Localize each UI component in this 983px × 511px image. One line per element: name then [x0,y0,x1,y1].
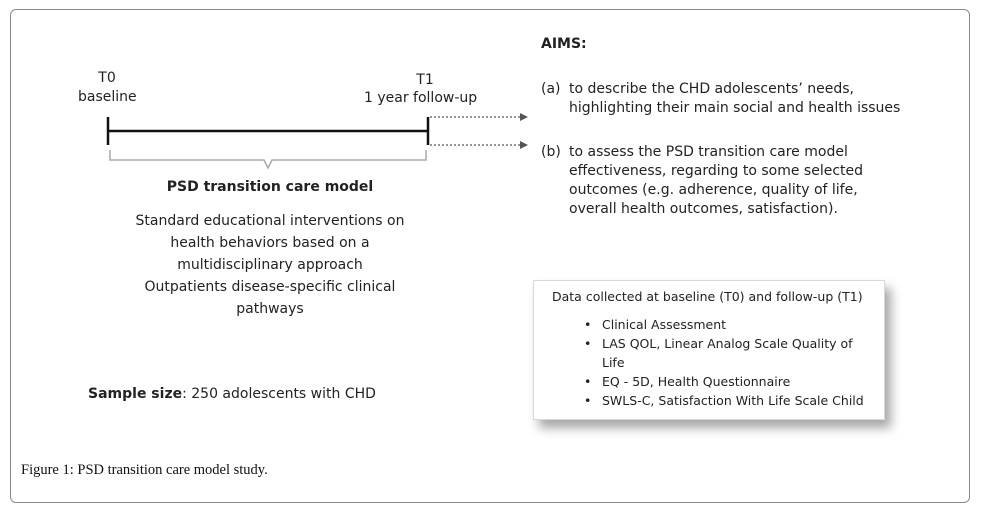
aim-a-text: to describe the CHD adolescents’ needs, highlighting their main social and health issues [569,81,901,116]
aim-a [541,80,901,118]
aim-a-tag: (a) [541,81,561,97]
caption-text: PSD transition care model study. [73,462,268,478]
model-line: multidisciplinary approach [177,257,363,273]
data-box-title: Data collected at baseline (T0) and follow-up (T1) [552,289,863,304]
t1-code: T1 [416,72,434,88]
model-line: health behaviors based on a [170,235,370,251]
model-line: Outpatients disease-specific clinical [144,279,396,295]
sample-size-label: Sample size [88,386,183,402]
aim-b-text: to assess the PSD transition care model effectiveness, regarding to some selected outcomes (e.g. adherence, quality of life, overall health outcomes, satisfaction). [569,144,864,217]
timeline-brace [110,150,426,168]
data-collected-box [533,280,885,420]
list-item: • EQ - 5D, Health Questionnaire [582,372,872,391]
data-list [582,315,872,410]
t0-code: T0 [98,70,116,86]
sample-size [88,386,376,402]
t1-label: 1 year follow-up [364,90,478,106]
aim-b [541,143,901,219]
list-item: • Clinical Assessment [582,315,872,334]
aims-title: AIMS: [541,36,587,52]
caption-label: Figure 1: [21,462,74,478]
arrowhead-b [520,141,528,149]
t0-label: baseline [78,89,137,105]
model-title: PSD transition care model [166,179,374,195]
list-item: • LAS QOL, Linear Analog Scale Quality of Life [582,334,872,372]
model-line: pathways [236,301,304,317]
aim-b-tag: (b) [541,144,561,160]
model-line: Standard educational interventions on [135,213,405,229]
figure-caption [21,462,268,479]
list-item: • SWLS-C, Satisfaction With Life Scale Child [582,391,872,410]
sample-size-value: : 250 adolescents with CHD [182,386,376,402]
arrowhead-a [520,113,528,121]
model-description [110,210,430,320]
